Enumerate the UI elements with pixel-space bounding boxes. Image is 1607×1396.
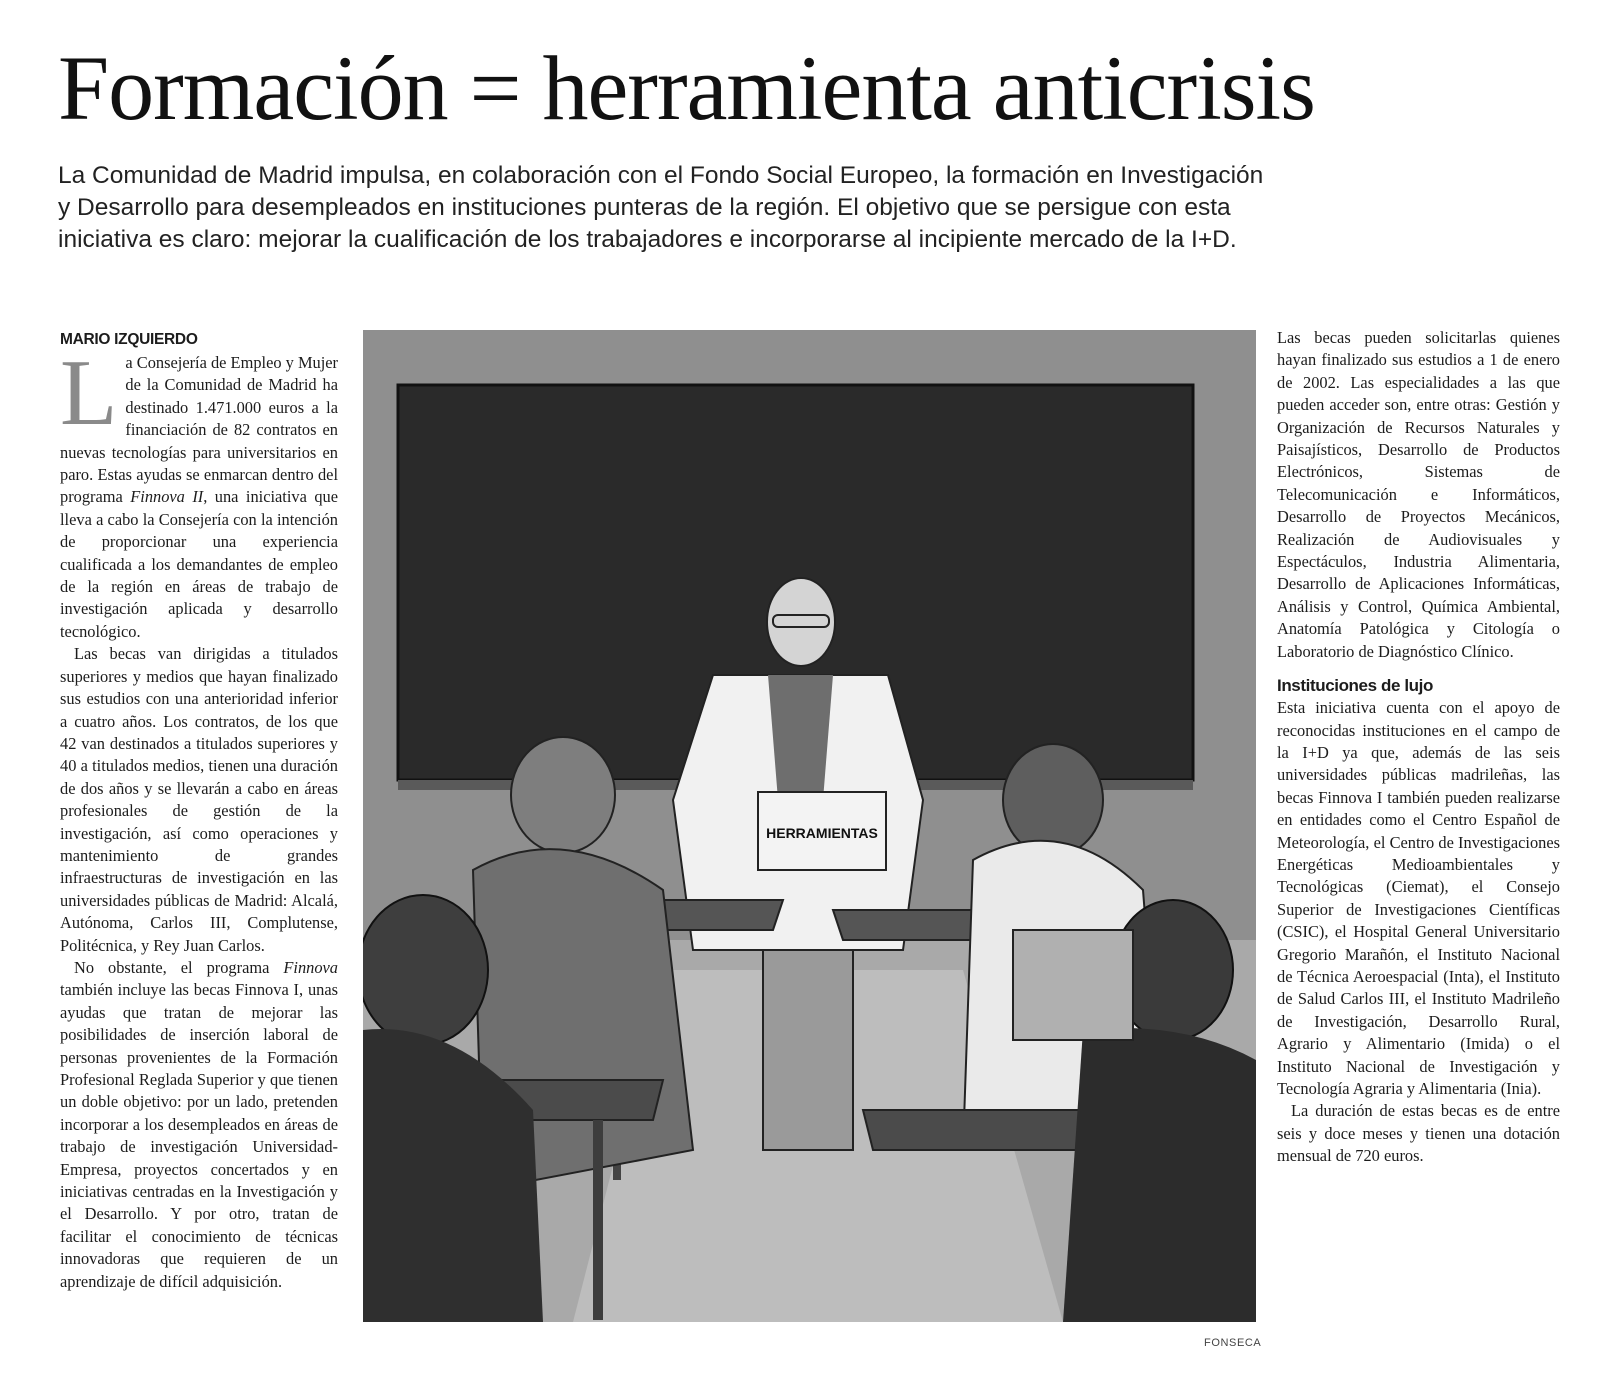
classroom-illustration xyxy=(363,330,1256,1322)
student-front-left-head xyxy=(363,895,488,1045)
paragraph-1-end: , una iniciativa que lleva a cabo la Consejería con la intención de proporcionar una experiencia cualificada a los demandantes de empleo de la región en áreas de trabajo de investigación aplicada y desarrollo tecnológico. xyxy=(60,487,338,641)
chair-back xyxy=(1013,930,1133,1040)
student-left-head xyxy=(511,737,615,853)
program-name: Finnova xyxy=(283,957,338,977)
teacher-shirt xyxy=(768,675,833,800)
paragraph-4: Las becas pueden solicitarlas quienes hayan finalizado sus estudios a 1 de enero de 2002. Las especialidades a las que pueden acceder son, entre otras: Gestión y Organización de Recursos Naturales y Paisajísticos, Desarrollo de Productos Electrónicos, Sistemas de Telecomunicación e Informáticos, Desarrollo de Proyectos Mecánicos, Realización de Audiovisuales y Espectáculos, Industria Alimentaria, Desarrollo de Aplicaciones Informáticas, Análisis y Control, Química Ambiental, Anatomía Patológica y Citología o Laboratorio de Diagnóstico Clínico. xyxy=(1277,328,1560,661)
paragraph-3-start: No obstante, el programa xyxy=(74,957,284,977)
paragraph-6: La duración de estas becas es de entre seis y doce meses y tienen una dotación mensual de 720 euros. xyxy=(1277,1101,1560,1166)
article-column-left xyxy=(60,330,338,1293)
teacher-legs xyxy=(763,950,853,1150)
paragraph-1-text: a Consejería de Empleo y Mujer de la Comunidad de Madrid ha destinado 1.471.000 euros a la financiación de 82 contratos en nuevas tecnologías para universitarios en paro. Estas ayudas se enmarcan dentro del programa xyxy=(60,353,338,507)
headline: Formación = herramienta anticrisis xyxy=(58,37,1315,139)
paragraph-5: Esta iniciativa cuenta con el apoyo de reconocidas instituciones en el campo de la I+D ya que, además de las seis universidades públicas madrileñas, las becas Finnova I también pueden realizarse en entidades como el Centro Español de Meteorología, el Centro de Investigaciones Energéticas Medioambientales y Tecnológicas (Ciemat), el Consejo Superior de Investigaciones Científicas (CSIC), el Hospital General Universitario Gregorio Marañón, el Instituto Nacional de Técnica Aeroespacial (Inta), el Instituto de Salud Carlos III, el Instituto Madrileño de Investigación, Desarrollo Rural, Agrario y Alimentario (Imida) o el Instituto Nacional de Investigación y Tecnología Agraria y Alimentaria (Inia). xyxy=(1277,698,1560,1098)
paragraph-2: Las becas van dirigidas a titulados superiores y medios que hayan finalizado sus estudios con una anterioridad inferior a cuatro años. Los contratos, de los que 42 van destinados a titulados superiores y 40 a titulados medios, tienen una duración de dos años y se llevarán a cabo en áreas profesionales de gestión de la investigación, así como operaciones y mantenimiento de grandes infraestructuras de investigación en las universidades públicas de Madrid: Alcalá, Autónoma, Carlos III, Complutense, Politécnica, y Rey Juan Carlos. xyxy=(60,644,338,955)
dek xyxy=(58,160,1438,256)
teacher-head xyxy=(767,578,835,666)
student-front-right-body xyxy=(1063,1028,1256,1322)
desk-left-front-leg xyxy=(593,1120,603,1320)
dropcap: L xyxy=(60,341,118,445)
illustration-credit: FONSECA xyxy=(1204,1337,1262,1349)
student-right-head xyxy=(1003,744,1103,856)
paragraph-3 xyxy=(60,957,338,1293)
dek-line: La Comunidad de Madrid impulsa, en colaboración con el Fondo Social Europeo, la formación en Investigación xyxy=(58,162,1264,189)
dek-line: y Desarrollo para desempleados en instituciones punteras de la región. El objetivo que se persigue con esta xyxy=(58,194,1231,221)
byline: MARIO IZQUIERDO xyxy=(60,331,198,348)
paragraph-3-text: también incluye las becas Finnova I, unas ayudas que tratan de mejorar las posibilidades de inserción laboral de personas provenientes de la Formación Profesional Reglada Superior y que tienen un doble objetivo: por un lado, pretenden incorporar a los desempleados en áreas de trabajo de investigación Universidad-Empresa, proyectos concertados y en iniciativas centradas en la Investigación y el Desarrollo. Y por otro, tratan de facilitar el conocimiento de técnicas innovadoras que requieren de un aprendizaje de difícil adquisición. xyxy=(60,980,338,1291)
toolbox-label: HERRAMIENTAS xyxy=(766,825,878,841)
classroom-drawing xyxy=(363,330,1256,1322)
paragraph-1 xyxy=(60,341,338,643)
dek-line: iniciativa es claro: mejorar la cualificación de los trabajadores e incorporarse al incipiente mercado de la I+D. xyxy=(58,226,1237,253)
program-name: Finnova II xyxy=(130,487,204,507)
article-column-right xyxy=(1277,327,1560,1168)
subheading: Instituciones de lujo xyxy=(1277,676,1433,696)
